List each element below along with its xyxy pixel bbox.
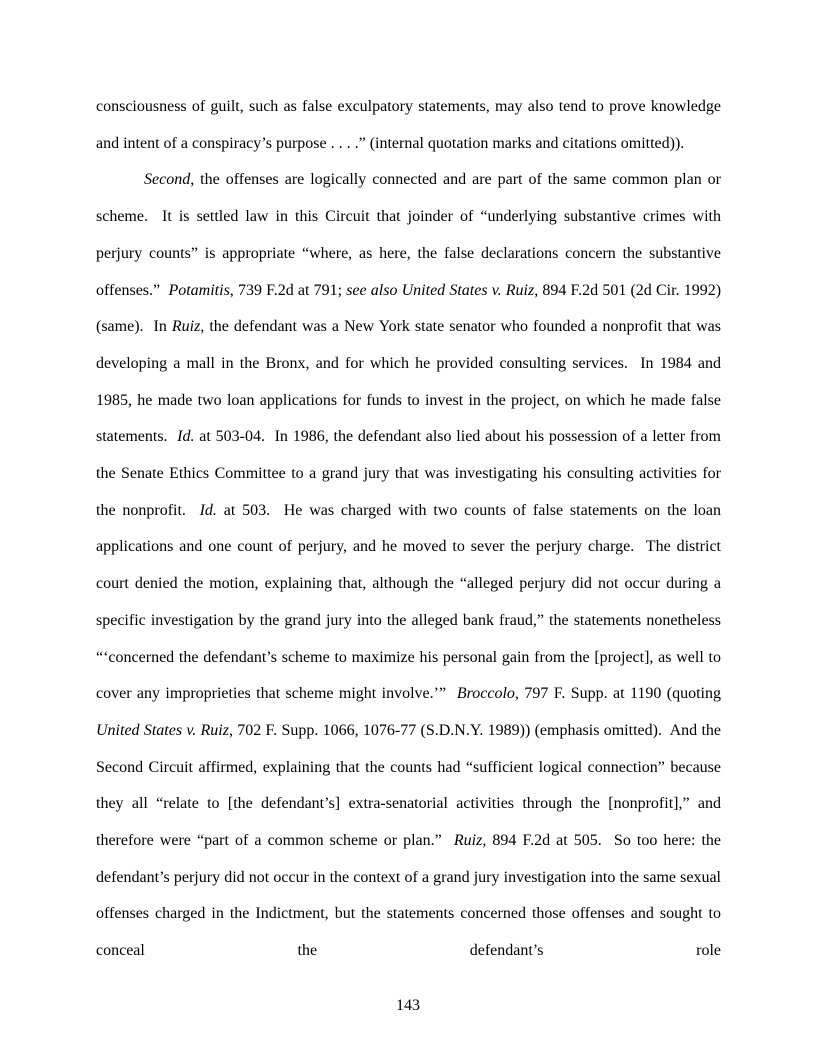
paragraph [96, 89, 725, 162]
text-run: , 797 F. Supp. at 1190 (quoting [514, 685, 725, 703]
text-run: , 894 F.2d 501 (2d Cir. 1992) (same). In [96, 281, 726, 336]
text-run: , 702 F. Supp. 1066, 1076-77 (S.D.N.Y. 1989)) (emphasis omitted). And the Second Circuit affirmed, explaining that the counts had “sufficient logical connection” because they all “relate to [the defendant’s] extra-senatorial activities through the [nonprofit],” and therefore were “part of a common scheme or plan.” [96, 721, 726, 850]
italic-text-run: see also United States v. Ruiz [346, 281, 535, 299]
text-run: consciousness of guilt, such as false exculpatory statements, may also tend to prove knowledge and intent of a conspiracy’s purpose . . . .” (internal quotation marks and citations omitted)). [96, 98, 725, 152]
document-body [96, 89, 726, 970]
italic-text-run: Potamitis [168, 281, 230, 299]
italic-text-run: Second [144, 171, 191, 189]
text-run: , 894 F.2d at 505. So too here: the defendant’s perjury did not occur in the context of a grand jury investigation into the same sexual offenses charged in the Indictment, but the statements concerned those offenses and sought to conceal the defendant’s role [96, 832, 726, 960]
italic-text-run: Ruiz [171, 318, 201, 336]
italic-text-run: Id. [177, 428, 195, 446]
text-run: , 739 F.2d at 791; [229, 281, 347, 299]
text-run: at 503. He was charged with two counts of false statements on the loan applications and one count of perjury, and he moved to sever the perjury charge. The district court denied the motion, explaining that, although the “alleged perjury did not occur during a specific investigation by the grand jury into the alleged bank fraud,” the statements nonetheless “‘concerned the defendant’s scheme to maximize his personal gain from the [project], as well to cover any improprieties that scheme might involve.’” [96, 501, 726, 703]
italic-text-run: United States v. Ruiz [96, 721, 229, 739]
text-run: , the offenses are logically connected and are part of the same common plan or scheme. It is settled law in this Circuit that joinder of “underlying substantive crimes with perjury counts” is appropriate “where, as here, the false declarations concern the substantive offenses.” [96, 171, 725, 299]
text-run: , the defendant was a New York state senator who founded a nonprofit that was developing a mall in the Bronx, and for which he provided consulting services. In 1984 and 1985, he made two loan applications for funds to invest in the project, on which he made false statements. [96, 318, 725, 446]
text-run: at 503-04. In 1986, the defendant also lied about his possession of a letter from the Senate Ethics Committee to a grand jury that was investigating his consulting activities for the nonprofit. [96, 428, 725, 519]
italic-text-run: Ruiz [453, 832, 483, 850]
page-number: 143 [396, 997, 420, 1014]
italic-text-run: Broccolo [456, 685, 515, 703]
italic-text-run: Id. [199, 501, 217, 519]
page-footer [0, 997, 816, 1015]
paragraph [96, 162, 726, 969]
